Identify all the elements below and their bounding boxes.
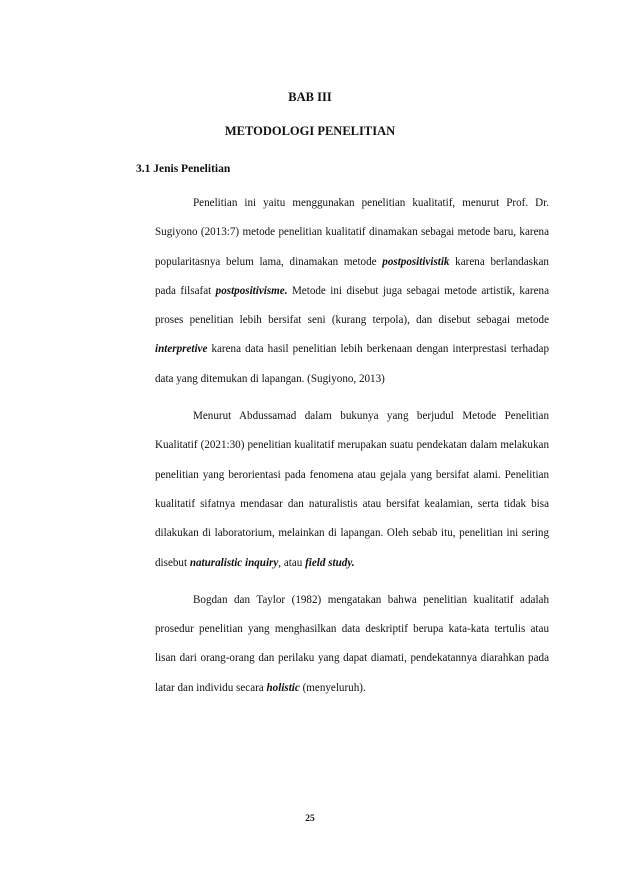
italic-term: interpretive — [155, 343, 208, 356]
text-run: Metode ini disebut juga sebagai metode artistik, karena proses penelitian lebih bersifat seni (kurang terpola), dan disebut sebagai metode — [155, 284, 549, 327]
italic-term: naturalistic inquiry — [189, 556, 279, 569]
text-run: Menurut Abdussamad dalam bukunya yang berjudul Metode Penelitian Kualitatif (2021:30) penelitian kualitatif merupakan suatu pendekatan dalam melakukan penelitian yang berorientasi pada fenomena atau gejala yang bersifat alami. Penelitian kualitatif sifatnya mendasar dan naturalistis atau bersifat kealamian, serta tidak bisa dilakukan di laboratorium, melainkan di lapangan. Oleh sebab itu, penelitian ini sering disebut — [155, 410, 549, 569]
italic-term: holistic — [266, 681, 300, 694]
paragraph-2 — [155, 402, 549, 578]
text-run: karena berlandaskan pada filsafat — [155, 255, 549, 297]
text-run: karena data hasil penelitian lebih berkenaan dengan interprestasi terhadap data yang ditemukan di lapangan. (Sugiyono, 2013) — [155, 343, 549, 385]
text-run: , atau — [278, 556, 306, 569]
paragraph-3 — [155, 586, 549, 703]
body-text — [155, 189, 549, 711]
section-heading: 3.1 Jenis Penelitian — [136, 163, 231, 175]
italic-term: field study. — [305, 556, 355, 569]
chapter-title: METODOLOGI PENELITIAN — [224, 124, 396, 138]
page-number: 25 — [305, 814, 315, 824]
italic-term: postpositivisme. — [215, 284, 288, 297]
chapter-number: BAB III — [288, 90, 332, 104]
italic-term: postpositivistik — [382, 255, 450, 268]
text-run: (menyeluruh). — [299, 681, 366, 694]
text-run: Penelitian ini yaitu menggunakan penelitian kualitatif, menurut Prof. Dr. Sugiyono (2013:7) metode penelitian kualitatif dinamakan sebagai metode baru, karena popularitasnya belum lama, dinamakan metode — [155, 197, 549, 268]
paragraph-1 — [155, 189, 549, 394]
text-run: Bogdan dan Taylor (1982) mengatakan bahwa penelitian kualitatif adalah prosedur penelitian yang menghasilkan data deskriptif berupa kata-kata tertulis atau lisan dari orang-orang dan perilaku yang dapat diamati, pendekatannya diarahkan pada latar dan individu secara — [155, 593, 549, 694]
